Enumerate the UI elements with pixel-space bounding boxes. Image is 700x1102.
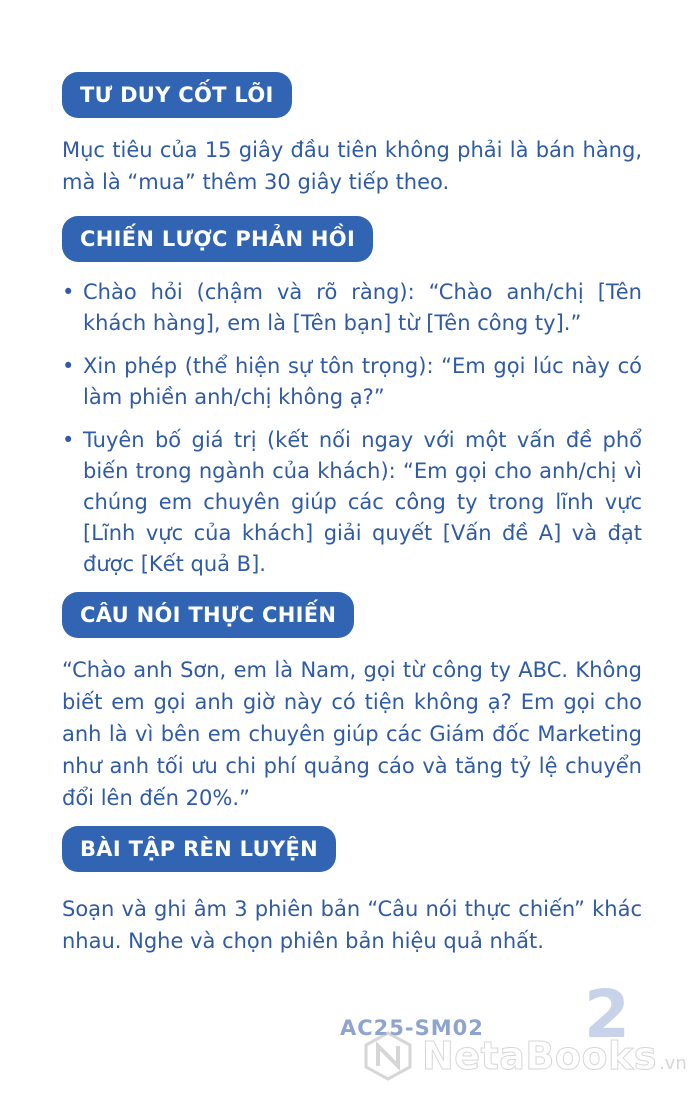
exercise-text: Soạn và ghi âm 3 phiên bản “Câu nói thực chiến” khác nhau. Nghe và chọn phiên bản hiệu quả nhất.: [62, 897, 642, 953]
core-text: Mục tiêu của 15 giây đầu tiên không phải là bán hàng, mà là “mua” thêm 30 giây tiếp theo.: [62, 138, 642, 194]
watermark: [362, 1030, 687, 1082]
page-number: 2: [584, 976, 630, 1053]
section-title-strategy: CHIẾN LƯỢC PHẢN HỒI: [62, 216, 373, 262]
list-item: [62, 277, 642, 339]
watermark-suffix: .vn: [658, 1052, 687, 1074]
bullet-dot: •: [62, 354, 75, 378]
bullet-text: Xin phép (thể hiện sự tôn trọng): “Em gọi lúc này có làm phiền anh/chị không ạ?”: [83, 354, 642, 409]
section-title-core: TƯ DUY CỐT LÕI: [62, 72, 292, 118]
script-text: “Chào anh Sơn, em là Nam, gọi từ công ty ABC. Không biết em gọi anh giờ này có tiện không ạ? Em gọi cho anh là vì bên em chuyên giúp các Giám đốc Marketing như anh tối ưu chi phí quảng cáo và tăng tỷ lệ chuyển đổi lên đến 20%.”: [62, 658, 642, 810]
document-code: AC25-SM02: [340, 1016, 484, 1040]
strategy-list: [62, 277, 642, 592]
bullet-text: Chào hỏi (chậm và rõ ràng): “Chào anh/chị [Tên khách hàng], em là [Tên bạn] từ [Tên công ty].”: [83, 280, 642, 335]
bullet-text: Tuyên bố giá trị (kết nối ngay với một vấn đề phổ biến trong ngành của khách): “Em gọi cho anh/chị vì chúng em chuyên giúp các công ty trong lĩnh vực [Lĩnh vực của khách] giải quyết [Vấn đề A] và đạt được [Kết quả B].: [83, 428, 642, 576]
list-item: [62, 351, 642, 413]
section-title-script: CÂU NÓI THỰC CHIẾN: [62, 592, 354, 638]
netabooks-logo-icon: [362, 1030, 414, 1082]
bullet-dot: •: [62, 428, 75, 452]
watermark-brand: NetaBooks: [422, 1034, 657, 1078]
list-item: [62, 425, 642, 580]
bullet-dot: •: [62, 280, 75, 304]
section-title-exercise: BÀI TẬP RÈN LUYỆN: [62, 826, 336, 872]
